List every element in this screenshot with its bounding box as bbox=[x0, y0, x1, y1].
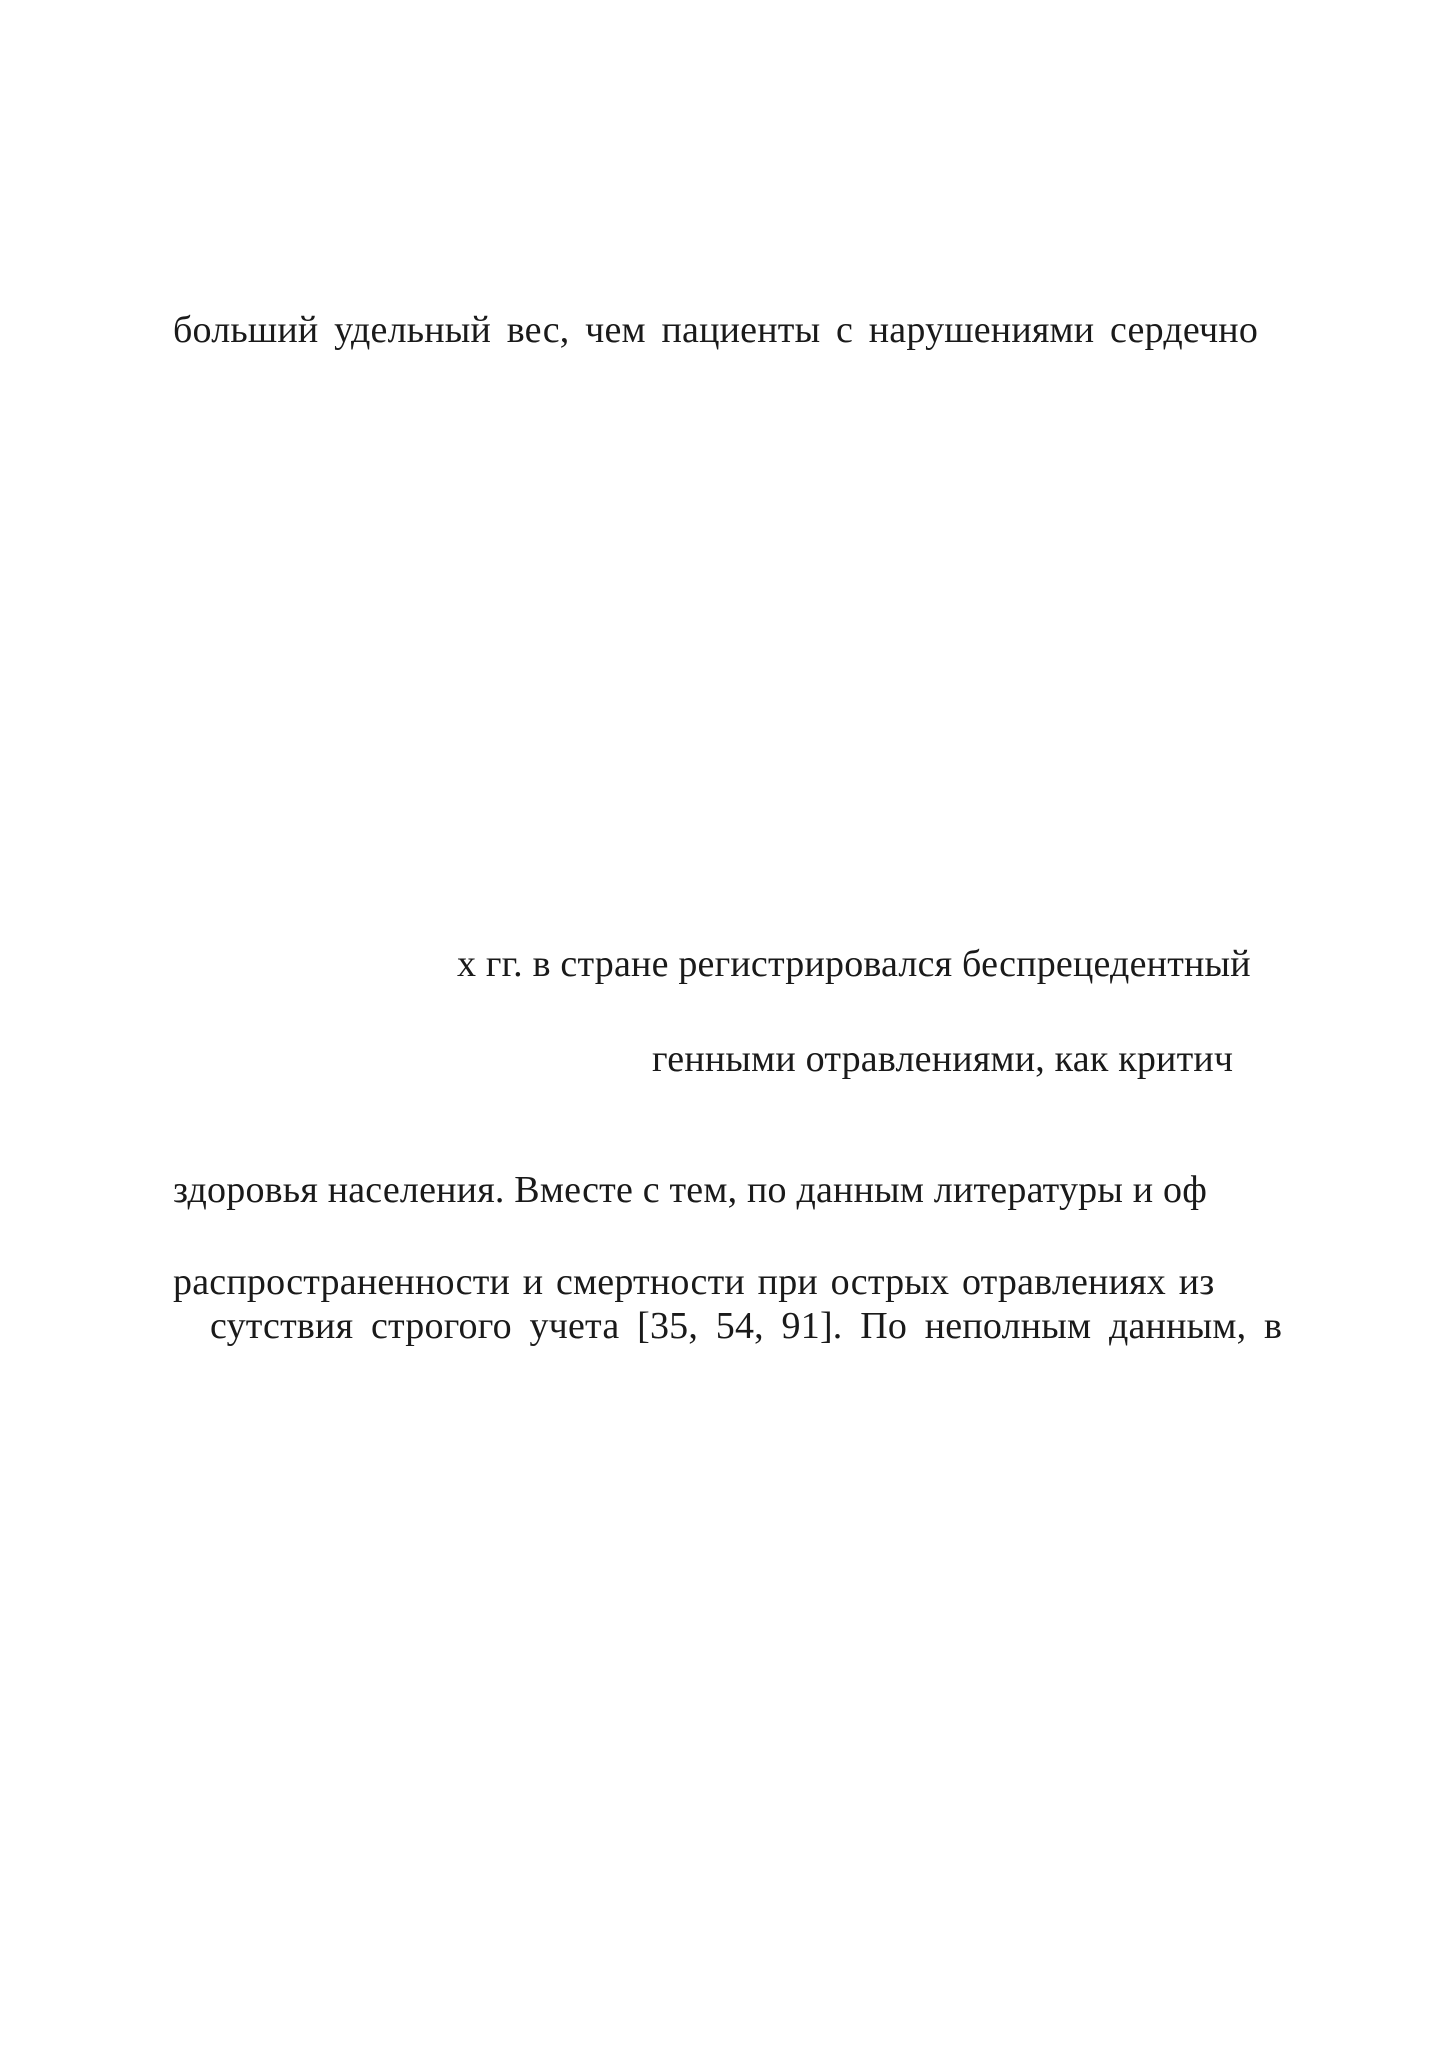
text-line-4: здоровья населения. Вместе с тем, по данным литературы и оф bbox=[173, 1169, 1208, 1211]
text-line-3: генными отравлениями, как критич bbox=[652, 1038, 1234, 1080]
text-line-1: больший удельный вес, чем пациенты с нарушениями сердечно bbox=[173, 309, 1259, 351]
text-line-2: х гг. в стране регистрировался беспрецедентный bbox=[457, 943, 1251, 985]
text-line-5: распространенности и смертности при острых отравлениях из bbox=[173, 1261, 1215, 1303]
text-line-6: сутствия строгого учета [35, 54, 91]. По неполным данным, в bbox=[210, 1305, 1283, 1347]
